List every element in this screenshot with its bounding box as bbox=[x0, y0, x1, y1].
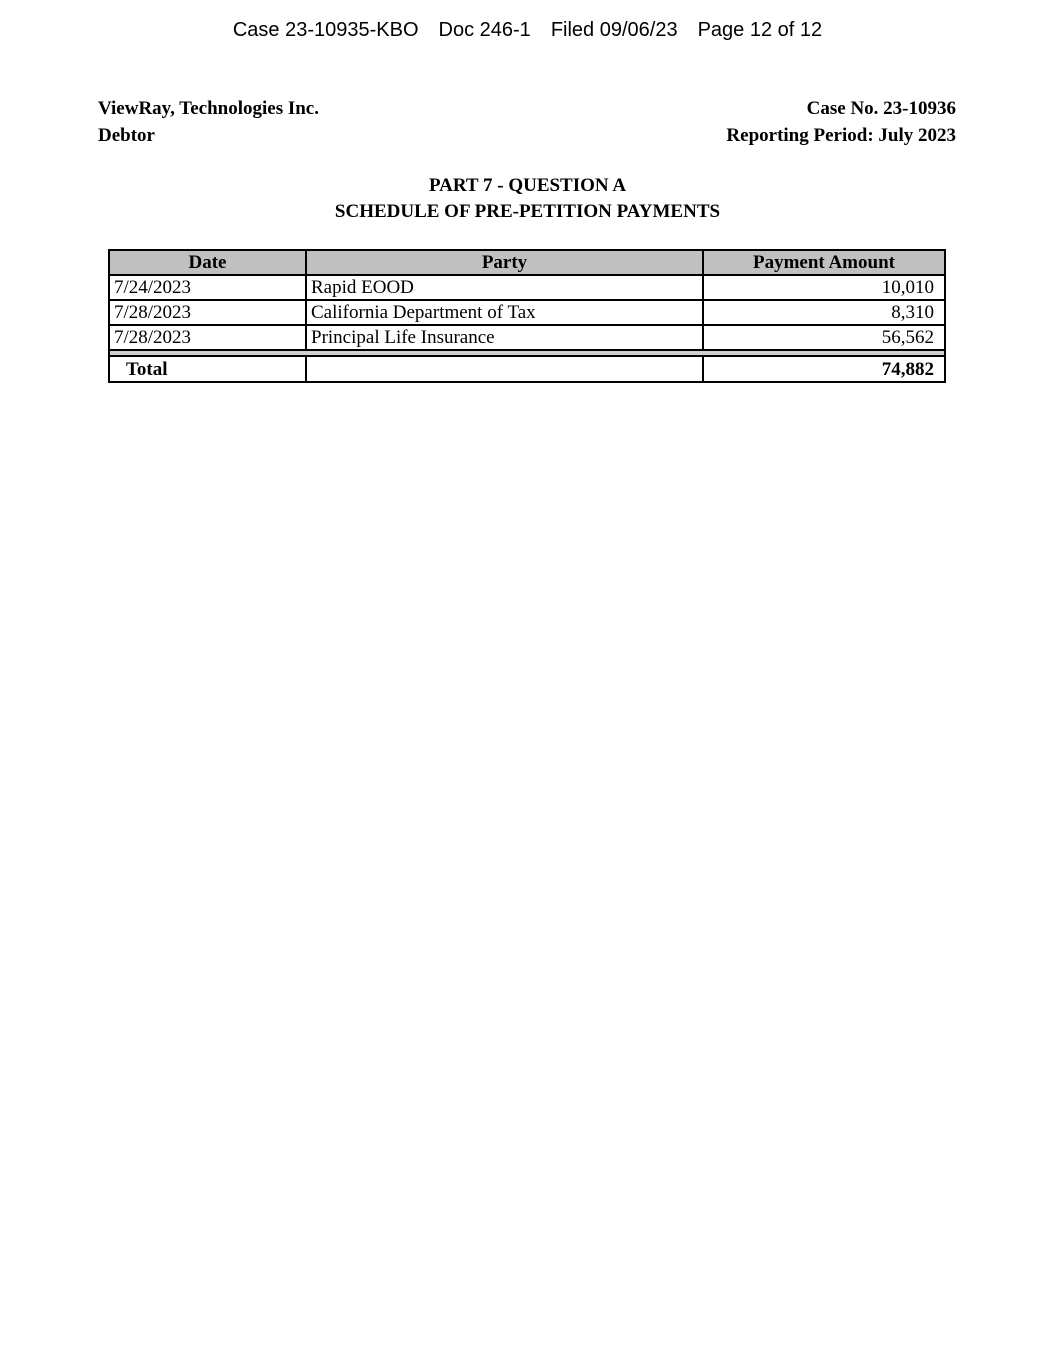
reporting-period: Reporting Period: July 2023 bbox=[726, 125, 956, 146]
page-number-stamp: Page 12 of 12 bbox=[697, 19, 823, 41]
cell-amount: 8,310 bbox=[703, 300, 945, 325]
title-line-2: SCHEDULE OF PRE-PETITION PAYMENTS bbox=[334, 201, 721, 222]
debtor-name: ViewRay, Technologies Inc. bbox=[98, 98, 319, 119]
total-label: Total bbox=[109, 356, 306, 382]
schedule-title bbox=[0, 173, 1055, 225]
column-header-party: Party bbox=[306, 250, 703, 275]
court-filing-header bbox=[0, 19, 1055, 42]
title-line-1: PART 7 - QUESTION A bbox=[428, 175, 627, 196]
column-header-amount: Payment Amount bbox=[703, 250, 945, 275]
total-empty-cell bbox=[306, 356, 703, 382]
doc-number-stamp: Doc 246-1 bbox=[438, 19, 531, 41]
filed-date-stamp: Filed 09/06/23 bbox=[550, 19, 678, 41]
table-header-row bbox=[109, 250, 945, 275]
case-number: Case No. 23-10936 bbox=[806, 98, 956, 119]
cell-date: 7/28/2023 bbox=[109, 300, 306, 325]
case-number-stamp: Case 23-10935-KBO bbox=[232, 19, 419, 41]
table-row bbox=[109, 275, 945, 300]
cell-party: California Department of Tax bbox=[306, 300, 703, 325]
cell-amount: 10,010 bbox=[703, 275, 945, 300]
cell-party: Principal Life Insurance bbox=[306, 325, 703, 350]
cell-amount: 56,562 bbox=[703, 325, 945, 350]
debtor-label: Debtor bbox=[98, 125, 155, 146]
total-amount: 74,882 bbox=[703, 356, 945, 382]
payments-table bbox=[108, 249, 946, 383]
total-row bbox=[109, 356, 945, 382]
cell-date: 7/28/2023 bbox=[109, 325, 306, 350]
table-row bbox=[109, 325, 945, 350]
cell-date: 7/24/2023 bbox=[109, 275, 306, 300]
column-header-date: Date bbox=[109, 250, 306, 275]
cell-party: Rapid EOOD bbox=[306, 275, 703, 300]
debtor-block bbox=[98, 95, 319, 149]
case-info-block bbox=[726, 95, 956, 149]
table-row bbox=[109, 300, 945, 325]
